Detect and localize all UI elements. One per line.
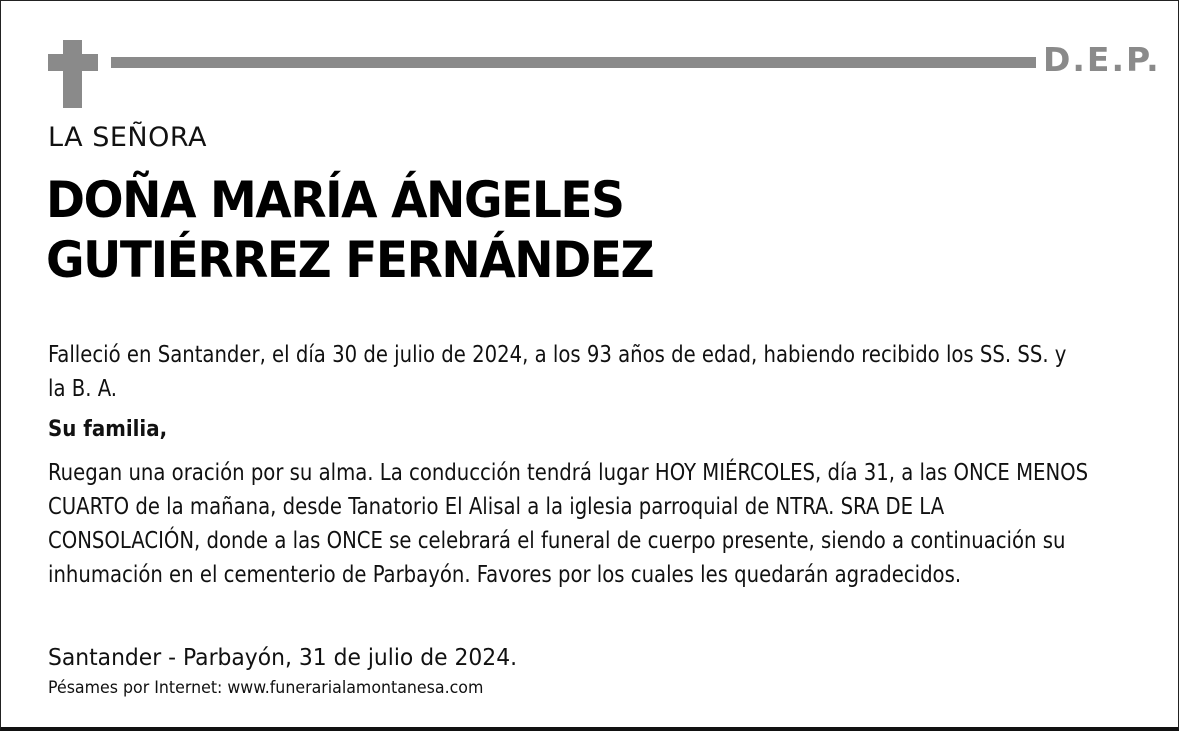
family-label: Su familia,	[48, 417, 168, 442]
dep-label: D.E.P.	[1043, 40, 1161, 79]
cross-icon	[48, 40, 98, 108]
place-date: Santander - Parbayón, 31 de julio de 2024.	[48, 645, 518, 671]
deceased-name	[46, 170, 653, 290]
honorific-label: LA SEÑORA	[48, 122, 207, 153]
death-paragraph: Falleció en Santander, el día 30 de julio de 2024, a los 93 años de edad, habiendo recibido los SS. SS. y la B. A.	[48, 342, 1067, 402]
header-rule	[111, 57, 1036, 68]
notice-header	[48, 40, 1161, 110]
deceased-name-line-1: DOÑA MARÍA ÁNGELES	[46, 171, 624, 229]
condolences-link[interactable]: Pésames por Internet: www.funerarialamontanesa.com	[48, 678, 484, 698]
ceremony-paragraph: Ruegan una oración por su alma. La conducción tendrá lugar HOY MIÉRCOLES, día 31, a las ONCE MENOS CUARTO de la mañana, desde Tanatorio El Alisal a la iglesia parroquial de NTRA. SRA DE LA CONSOLACIÓN, donde a las ONCE se celebrará el funeral de cuerpo presente, siendo a continuación su inhumación en el cementerio de Parbayón. Favores por los cuales les quedarán agradecidos.	[48, 460, 1089, 588]
deceased-name-line-2: GUTIÉRREZ FERNÁNDEZ	[46, 231, 654, 289]
